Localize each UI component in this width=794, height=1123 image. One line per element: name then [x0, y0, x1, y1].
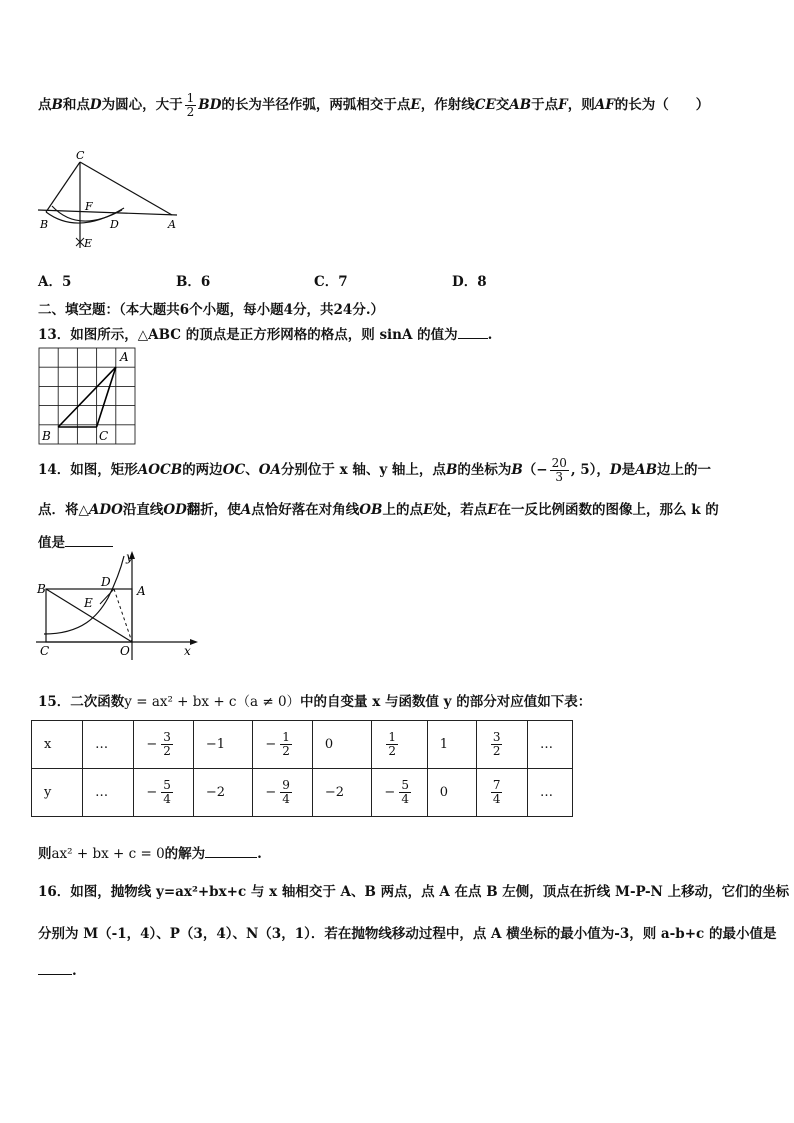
table-cell: − $\frac{3}{2}$	[134, 721, 194, 769]
q16-line-2: 分别为 M（-1，4）、P（3，4）、N（3，1）．若在抛物线移动过程中，点 A 横坐标的最小值为-3，则 a-b+c 的最小值是	[38, 926, 777, 942]
segment-ca	[80, 162, 172, 215]
q12-figure	[32, 148, 192, 253]
table-cell: $\frac{1}{2}$	[372, 721, 427, 769]
triangle-abc	[58, 367, 116, 427]
label-o: O	[120, 644, 130, 658]
q13-grid-figure	[38, 347, 138, 447]
label-a: A	[120, 350, 129, 364]
q14-fraction: $\frac{20}{3}$	[551, 456, 567, 484]
q12-option-b[interactable]: B．6	[176, 274, 211, 290]
table-cell: …	[528, 769, 573, 817]
label-e: E	[84, 596, 93, 610]
q15-value-table	[31, 720, 573, 817]
q16-line-3: .	[38, 962, 77, 979]
q14-line-3: 值是	[38, 531, 113, 551]
table-row-x	[32, 721, 573, 769]
table-cell: −1	[193, 721, 253, 769]
label-a: A	[137, 584, 146, 598]
table-cell: $\frac{3}{2}$	[476, 721, 527, 769]
table-cell: 0	[427, 769, 476, 817]
q12-option-a[interactable]: A．5	[38, 274, 72, 290]
section-header: 二、填空题：（本大题共6个小题，每小题4分，共24分.）	[38, 302, 385, 318]
segment-cb	[46, 162, 80, 212]
q13-answer-blank[interactable]	[458, 326, 488, 339]
q12-fraction: $\frac{1}{2}$	[186, 91, 195, 119]
table-cell: −2	[193, 769, 253, 817]
q16-line-1: 16．如图，抛物线 y=ax²+bx+c 与 x 轴相交于 A、B 两点，点 A 在点 B 左侧，顶点在折线 M-P-N 上移动，它们的坐标	[38, 884, 790, 900]
label-c: C	[99, 429, 109, 443]
label-b: B	[42, 429, 51, 443]
table-cell: 0	[312, 721, 372, 769]
q15-stem: 15．二次函数y = ax² + bx + c（a ≠ 0）中的自变量 x 与函数值 y 的部分对应值如下表：	[38, 694, 592, 710]
q12-option-d[interactable]: D．8	[452, 274, 487, 290]
q15-answer-line: 则ax² + bx + c = 0的解为 .	[38, 846, 262, 862]
label-e: E	[84, 237, 93, 250]
table-cell: 1	[427, 721, 476, 769]
q14-line-1: 14．如图，矩形AOCB的两边OC、OA分别位于 x 轴、y 轴上，点B的坐标为B（− $\frac{20}{3}$ , 5），D是AB边上的一	[38, 456, 712, 484]
table-cell: …	[83, 769, 134, 817]
table-cell: …	[83, 721, 134, 769]
q13-stem: 13．如图所示，△ABC 的顶点是正方形网格的格点，则 sinA 的值为 .	[38, 327, 493, 343]
x-arrow	[190, 639, 198, 645]
q14-answer-blank[interactable]	[65, 534, 113, 547]
label-f: F	[85, 200, 93, 213]
q12-option-c[interactable]: C．7	[314, 274, 348, 290]
label-b: B	[40, 218, 49, 231]
label-d: D	[101, 575, 111, 589]
label-b: B	[37, 582, 46, 596]
table-cell: − $\frac{5}{4}$	[372, 769, 427, 817]
label-y: y	[126, 550, 133, 564]
table-cell: $\frac{7}{4}$	[476, 769, 527, 817]
q16-answer-blank[interactable]	[38, 962, 72, 975]
fold-line-od	[114, 589, 132, 642]
table-cell: − $\frac{1}{2}$	[253, 721, 313, 769]
table-cell: …	[528, 721, 573, 769]
q15-answer-blank[interactable]	[205, 845, 257, 858]
table-cell: −2	[312, 769, 372, 817]
label-c: C	[40, 644, 50, 658]
table-row-y	[32, 769, 573, 817]
table-cell: − $\frac{9}{4}$	[253, 769, 313, 817]
table-cell: − $\frac{5}{4}$	[134, 769, 194, 817]
label-c: C	[76, 149, 85, 162]
q14-figure	[32, 550, 202, 665]
label-x: x	[184, 644, 191, 658]
table-cell: y	[32, 769, 83, 817]
q14-line-2: 点．将△ADO沿直线OD翻折，使A点恰好落在对角线OB上的点E处，若点E在一反比例函数的图像上，那么 k 的	[38, 502, 719, 518]
table-cell: x	[32, 721, 83, 769]
q12-stem: 点B和点D为圆心，大于 $\frac{1}{2}$ BD的长为半径作弧，两弧相交于点E，作射线CE交AB于点F，则AF的长为（ ）	[38, 91, 710, 119]
label-a: A	[168, 218, 176, 231]
label-d: D	[110, 218, 119, 231]
